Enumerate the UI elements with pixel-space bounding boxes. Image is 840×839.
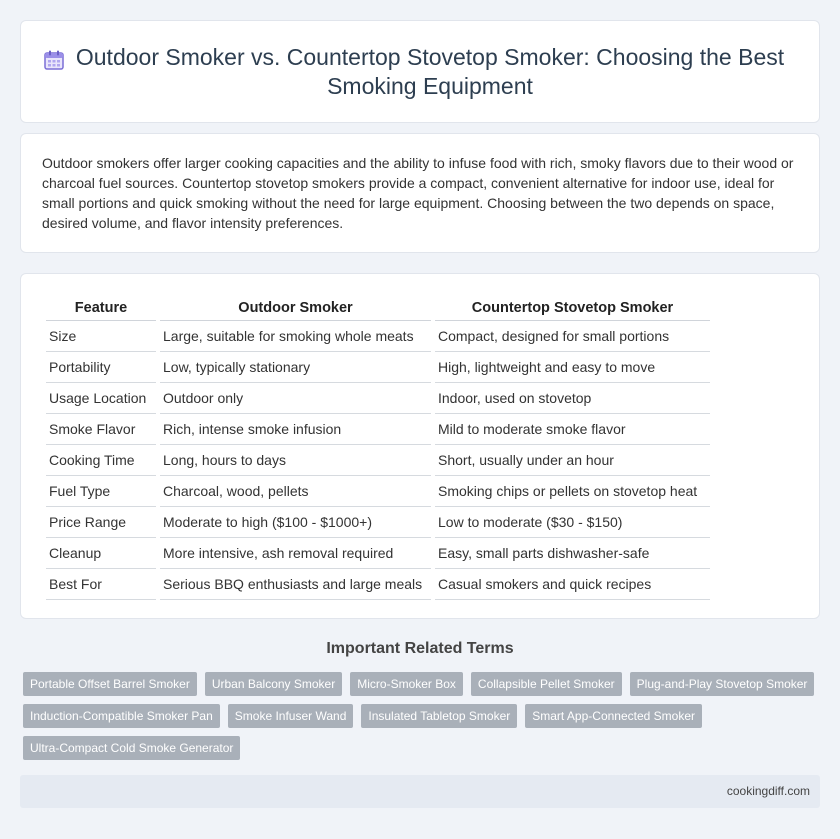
related-term-tag[interactable]: Ultra-Compact Cold Smoke Generator: [23, 736, 240, 760]
intro-paragraph: Outdoor smokers offer larger cooking capacities and the ability to infuse food with rich, smoky flavors due to their wood or charcoal fuel sources. Countertop stovetop smokers provide a compact, convenient alternative for indoor use, ideal for small portions and quick smoking without the need for large equipment. Choosing between the two depends on space, desired volume, and flavor intensity preferences.: [42, 155, 794, 231]
row-countertop: High, lightweight and easy to move: [435, 352, 710, 383]
header-feature: Feature: [46, 296, 156, 321]
table-row: [46, 445, 710, 476]
table-row: [46, 414, 710, 445]
row-countertop: Casual smokers and quick recipes: [435, 569, 710, 600]
row-outdoor: Moderate to high ($100 - $1000+): [160, 507, 431, 538]
row-countertop: Short, usually under an hour: [435, 445, 710, 476]
related-terms-list: [23, 672, 817, 760]
table-row: [46, 352, 710, 383]
table-row: [46, 569, 710, 600]
row-countertop: Mild to moderate smoke flavor: [435, 414, 710, 445]
related-term-tag[interactable]: Urban Balcony Smoker: [205, 672, 342, 696]
row-outdoor: Outdoor only: [160, 383, 431, 414]
related-term-tag[interactable]: Portable Offset Barrel Smoker: [23, 672, 197, 696]
table-header-row: [46, 296, 710, 321]
comparison-table: [42, 296, 714, 600]
row-feature: Size: [46, 321, 156, 352]
related-terms-heading: Important Related Terms: [326, 640, 514, 657]
row-feature: Usage Location: [46, 383, 156, 414]
table-row: [46, 383, 710, 414]
row-countertop: Indoor, used on stovetop: [435, 383, 710, 414]
row-feature: Cooking Time: [46, 445, 156, 476]
related-term-tag[interactable]: Induction-Compatible Smoker Pan: [23, 704, 220, 728]
row-countertop: Easy, small parts dishwasher-safe: [435, 538, 710, 569]
table-row: [46, 321, 710, 352]
related-term-tag[interactable]: Collapsible Pellet Smoker: [471, 672, 622, 696]
related-term-tag[interactable]: Insulated Tabletop Smoker: [361, 704, 517, 728]
row-countertop: Smoking chips or pellets on stovetop heat: [435, 476, 710, 507]
page-title: Outdoor Smoker vs. Countertop Stovetop Smoker: Choosing the Best Smoking Equipment: [75, 44, 785, 99]
title-card: [20, 20, 820, 123]
table-row: [46, 538, 710, 569]
row-outdoor: Long, hours to days: [160, 445, 431, 476]
table-row: [46, 476, 710, 507]
row-outdoor: Large, suitable for smoking whole meats: [160, 321, 431, 352]
intro-card: [20, 133, 820, 253]
row-feature: Smoke Flavor: [46, 414, 156, 445]
comparison-card: [20, 273, 820, 619]
row-countertop: Compact, designed for small portions: [435, 321, 710, 352]
row-outdoor: Serious BBQ enthusiasts and large meals: [160, 569, 431, 600]
row-outdoor: Low, typically stationary: [160, 352, 431, 383]
row-outdoor: More intensive, ash removal required: [160, 538, 431, 569]
related-term-tag[interactable]: Plug-and-Play Stovetop Smoker: [630, 672, 815, 696]
row-feature: Price Range: [46, 507, 156, 538]
related-term-tag[interactable]: Micro-Smoker Box: [350, 672, 463, 696]
footer-site-link[interactable]: cookingdiff.com: [726, 784, 810, 798]
table-row: [46, 507, 710, 538]
row-feature: Best For: [46, 569, 156, 600]
row-feature: Cleanup: [46, 538, 156, 569]
row-feature: Portability: [46, 352, 156, 383]
related-term-tag[interactable]: Smart App-Connected Smoker: [525, 704, 702, 728]
footer: [20, 775, 820, 808]
header-outdoor-smoker: Outdoor Smoker: [160, 296, 431, 321]
row-feature: Fuel Type: [46, 476, 156, 507]
related-term-tag[interactable]: Smoke Infuser Wand: [228, 704, 354, 728]
row-outdoor: Charcoal, wood, pellets: [160, 476, 431, 507]
row-countertop: Low to moderate ($30 - $150): [435, 507, 710, 538]
header-countertop-smoker: Countertop Stovetop Smoker: [435, 296, 710, 321]
row-outdoor: Rich, intense smoke infusion: [160, 414, 431, 445]
